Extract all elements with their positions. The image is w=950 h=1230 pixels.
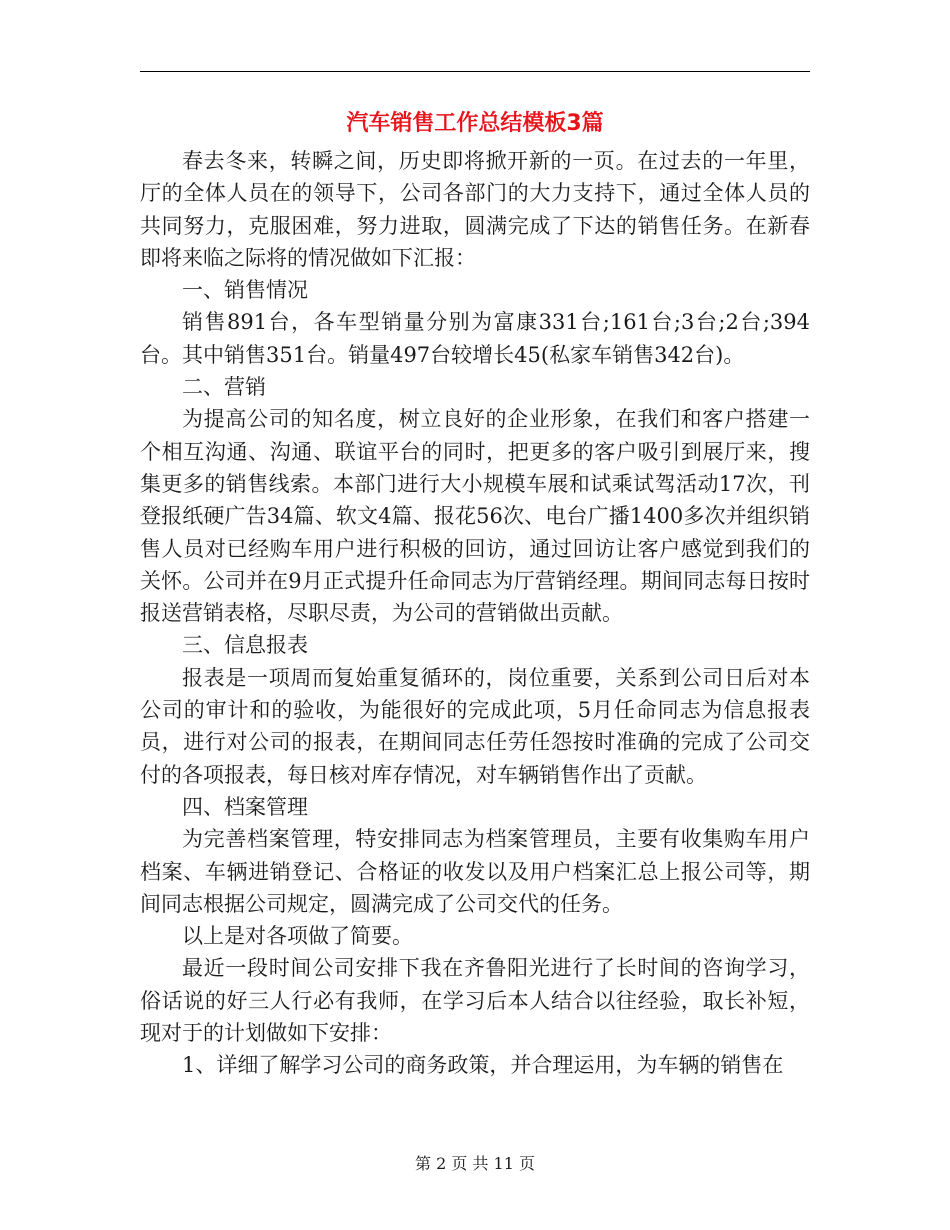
header-rule: [140, 71, 810, 72]
paragraph-intro: 春去冬来，转瞬之间，历史即将掀开新的一页。在过去的一年里，厅的全体人员在的领导下，公司各部门的大力支持下，通过全体人员的共同努力，克服困难，努力进取，圆满完成了下达的销售任务。在新春即将来临之际将的情况做如下汇报：: [140, 149, 810, 270]
document-title: 汽车销售工作总结模板3篇: [346, 111, 604, 136]
heading-sales-status: 一、销售情况: [182, 278, 308, 303]
paragraph-study: 最近一段时间公司安排下我在齐鲁阳光进行了长时间的咨询学习，俗话说的好三人行必有我师，在学习后本人结合以往经验，取长补短，现对于的计划做如下安排：: [140, 956, 810, 1046]
heading-info-reports: 三、信息报表: [182, 633, 308, 658]
heading-marketing: 二、营销: [182, 375, 266, 400]
document-body: [140, 145, 810, 1082]
page-number-footer: 第 2 页 共 11 页: [415, 1154, 535, 1173]
heading-archive-management: 四、档案管理: [182, 794, 308, 819]
paragraph-archive-management: 为完善档案管理，特安排同志为档案管理员，主要有收集购车用户档案、车辆进销登记、合格证的收发以及用户档案汇总上报公司等，期间同志根据公司规定，圆满完成了公司交代的任务。: [140, 827, 810, 916]
paragraph-sales-status: 销售891台，各车型销量分别为富康331台;161台;3台;2台;394台。其中销售351台。销量497台较增长45(私家车销售342台)。: [140, 310, 810, 367]
paragraph-info-reports: 报表是一项周而复始重复循环的，岗位重要，关系到公司日后对本公司的审计和的验收，为能很好的完成此项，5月任命同志为信息报表员，进行对公司的报表，在期间同志任劳任怨按时准确的完成了公司交付的各项报表，每日核对库存情况，对车辆销售作出了贡献。: [140, 665, 810, 787]
paragraph-plan-item-1: 1、详细了解学习公司的商务政策，并合理运用，为车辆的销售在: [182, 1053, 784, 1078]
paragraph-marketing: 为提高公司的知名度，树立良好的企业形象，在我们和客户搭建一个相互沟通、沟通、联谊平台的同时，把更多的客户吸引到展厅来，搜集更多的销售线索。本部门进行大小规模车展和试乘试驾活动17次，刊登报纸硬广告34篇、软文4篇、报花56次、电台广播1400多次并组织销售人员对已经购车用户进行积极的回访，通过回访让客户感觉到我们的关怀。公司并在9月正式提升任命同志为厅营销经理。期间同志每日按时报送营销表格，尽职尽责，为公司的营销做出贡献。: [140, 407, 810, 626]
paragraph-summary: 以上是对各项做了简要。: [182, 924, 413, 949]
